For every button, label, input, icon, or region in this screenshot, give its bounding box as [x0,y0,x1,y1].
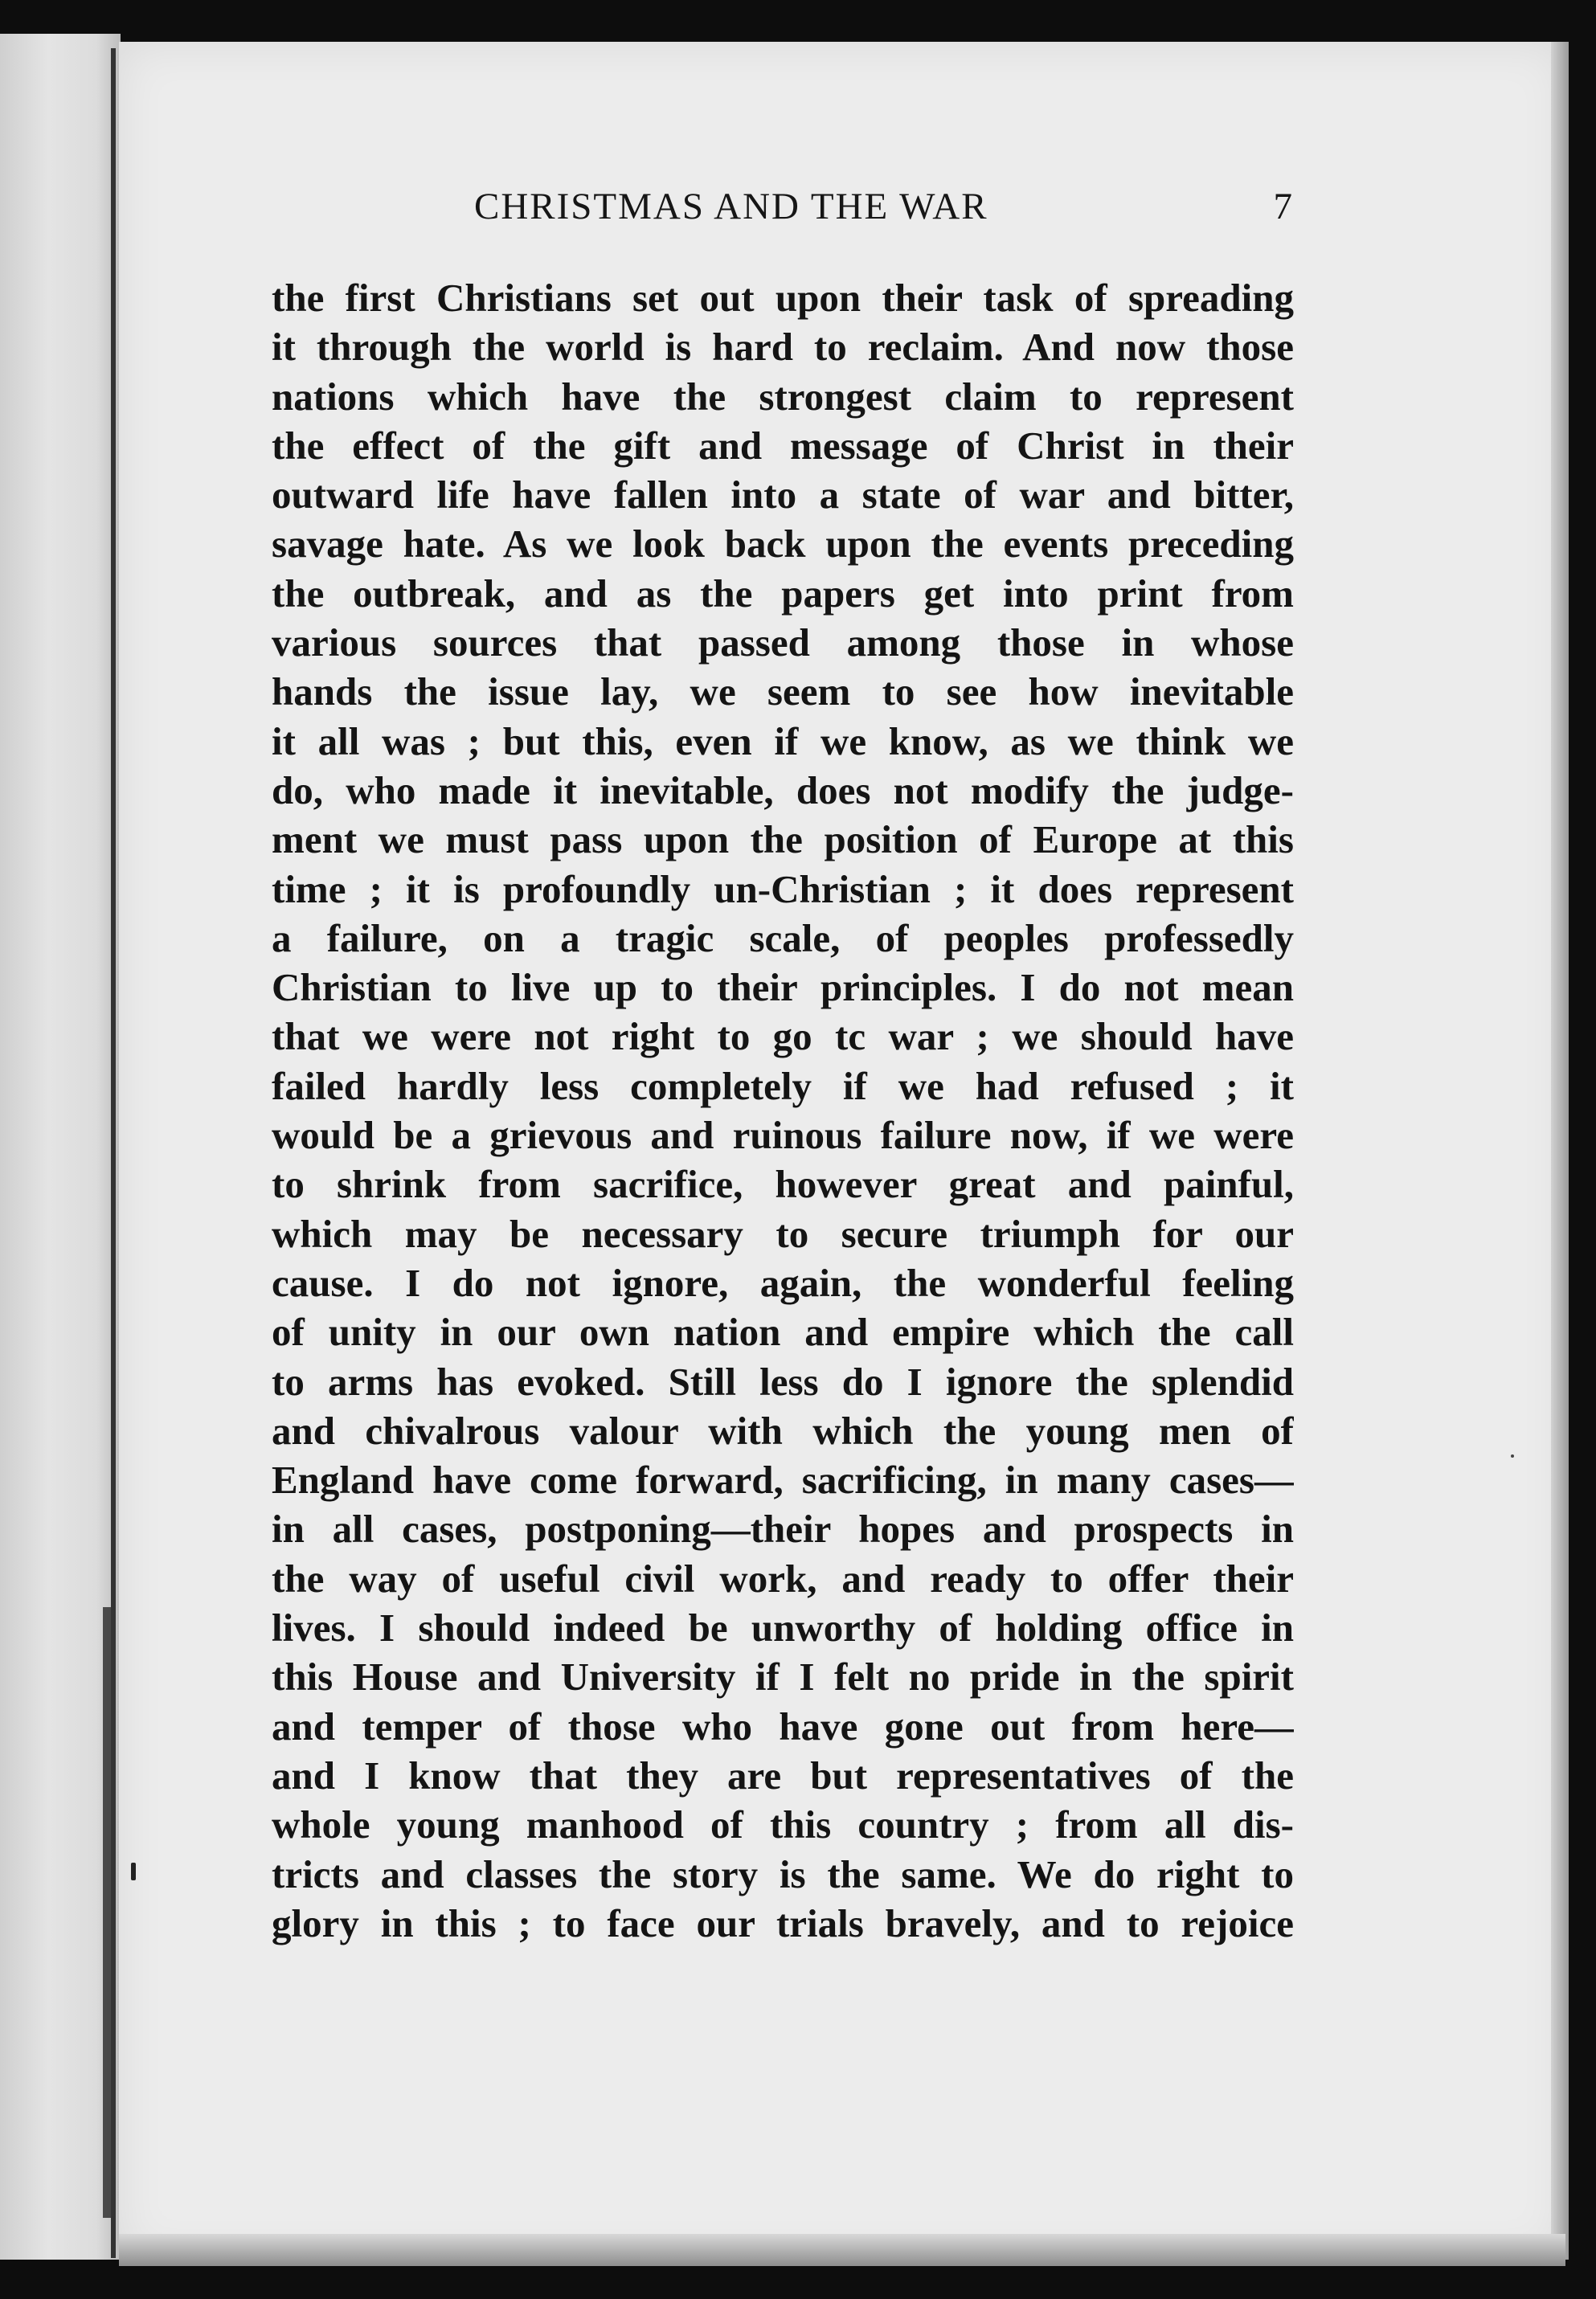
text-line: that we were not right to go tc war ; we should have [272,1014,1294,1059]
bottom-page-edge [119,2234,1565,2266]
text-line: it all was ; but this, even if we know, as we think we [272,718,1294,763]
text-line: of unity in our own nation and empire which the call [272,1310,1294,1355]
text-line: the outbreak, and as the papers get into print from [272,571,1294,616]
paper-speck [1511,1454,1514,1458]
page-number: 7 [1273,186,1294,227]
text-line: lives. I should indeed be unworthy of holding office in [272,1606,1294,1651]
text-line: time ; it is profoundly un-Christian ; it does represent [272,866,1294,911]
margin-mark [131,1863,136,1880]
text-line: and temper of those who have gone out from here— [272,1704,1294,1749]
text-line: and chivalrous valour with which the young men of [272,1408,1294,1453]
text-line: which may be necessary to secure triumph for our [272,1211,1294,1256]
text-line: to arms has evoked. Still less do I ignore the splendid [272,1359,1294,1404]
text-line: nations which have the strongest claim to represent [272,374,1294,419]
running-title: CHRISTMAS AND THE WAR [474,186,988,227]
text-line: a failure, on a tragic scale, of peoples professedly [272,915,1294,960]
text-line: and I know that they are but representatives of the [272,1753,1294,1798]
text-line: the way of useful civil work, and ready to offer their [272,1556,1294,1601]
text-line: do, who made it inevitable, does not modify the judge- [272,767,1294,812]
text-line: this House and University if I felt no pride in the spirit [272,1655,1294,1700]
book-spine-shadow-lower [103,1607,111,2218]
text-line: would be a grievous and ruinous failure now, if we were [272,1113,1294,1158]
text-line: hands the issue lay, we seem to see how inevitable [272,669,1294,714]
text-line: ment we must pass upon the position of Europe at this [272,817,1294,862]
text-line: savage hate. As we look back upon the events preceding [272,522,1294,567]
text-line: tricts and classes the story is the same. We do right to [272,1851,1294,1896]
body-text [272,273,1294,1948]
text-line: whole young manhood of this country ; from all dis- [272,1802,1294,1847]
right-page-edge [1551,42,1569,2260]
text-line: the effect of the gift and message of Christ in their [272,423,1294,468]
text-line: in all cases, postponing—their hopes and prospects in [272,1507,1294,1552]
text-line: glory in this ; to face our trials bravely, and to rejoice [272,1900,1294,1945]
text-line: England have come forward, sacrificing, in many cases— [272,1458,1294,1503]
text-line: the first Christians set out upon their task of spreading [272,276,1294,320]
text-line: it through the world is hard to reclaim. And now those [272,325,1294,370]
book-spine-shadow [111,48,116,2258]
text-line: various sources that passed among those in whose [272,620,1294,665]
text-line: failed hardly less completely if we had refused ; it [272,1063,1294,1108]
text-line: outward life have fallen into a state of war and bitter, [272,472,1294,517]
text-line: to shrink from sacrifice, however great and painful, [272,1162,1294,1207]
text-line: cause. I do not ignore, again, the wonderful feeling [272,1260,1294,1305]
text-line: Christian to live up to their principles. I do not mean [272,965,1294,1010]
running-header [273,185,1294,249]
